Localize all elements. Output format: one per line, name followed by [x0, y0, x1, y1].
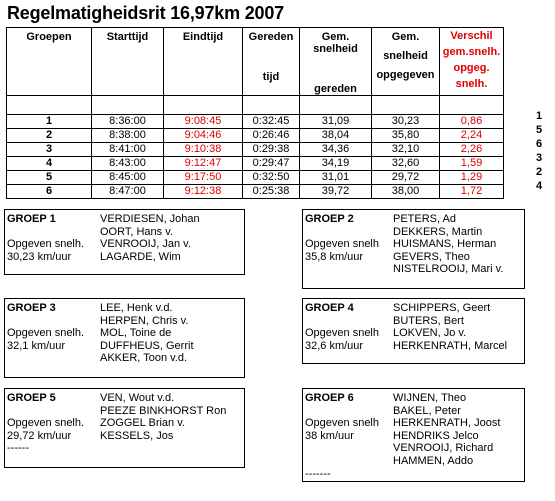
group-speed: 32,6 km/uur: [305, 339, 364, 352]
member-name: NISTELROOIJ, Mari v.: [393, 263, 504, 276]
member-name: WIJNEN, Theo: [393, 392, 467, 404]
member-name: PETERS, Ad: [393, 213, 456, 225]
cell-gereden-tijd: 0:26:46: [243, 129, 300, 143]
col-header-gem-snelheid: Gem. snelheid gereden: [300, 28, 372, 96]
cell-starttijd: 8:41:00: [92, 143, 164, 157]
cell-eindtijd: 9:08:45: [164, 115, 243, 129]
member-name: SCHIPPERS, Geert: [393, 302, 491, 314]
group-speed: 32,1 km/uur: [7, 339, 66, 352]
cell-opgegeven: 32,10: [372, 143, 440, 157]
results-table: [6, 27, 504, 199]
group-speed: 35,8 km/uur: [305, 250, 364, 263]
group-box-6: [302, 388, 525, 482]
cell-groep: 5: [7, 171, 92, 185]
rank-value: 1: [536, 110, 543, 122]
cell-verschil: 1,72: [440, 185, 504, 199]
member-name: VERDIESEN, Johan: [100, 213, 200, 225]
member-name: HERKENRATH, Marcel: [393, 339, 508, 352]
table-row: [7, 157, 504, 171]
cell-starttijd: 8:38:00: [92, 129, 164, 143]
page-title: Regelmatigheidsrit 16,97km 2007: [7, 3, 284, 23]
cell-verschil: 2,24: [440, 129, 504, 143]
member-name: LEE, Henk v.d.: [100, 302, 173, 314]
cell-opgegeven: 35,80: [372, 129, 440, 143]
group-box-4: [302, 298, 525, 364]
group-title: GROEP 6: [305, 392, 354, 404]
cell-verschil: 2,26: [440, 143, 504, 157]
member-name: HENDRIKS Jelco: [393, 429, 479, 442]
member-name: HERPEN, Chris v.: [100, 314, 189, 327]
col-header-opgegeven: Gem. snelheid opgegeven: [372, 28, 440, 96]
cell-verschil: 1,29: [440, 171, 504, 185]
rank-value: 6: [536, 138, 543, 150]
member-name: AKKER, Toon v.d.: [100, 352, 188, 365]
cell-starttijd: 8:43:00: [92, 157, 164, 171]
member-name: PEEZE BINKHORST Ron: [100, 404, 227, 417]
cell-eindtijd: 9:12:47: [164, 157, 243, 171]
member-name: DUFFHEUS, Gerrit: [100, 339, 194, 352]
member-name: VENROOIJ, Jan v.: [100, 238, 191, 251]
group-speed: 29,72 km/uur: [7, 429, 72, 442]
member-name: OORT, Hans v.: [100, 225, 173, 238]
member-name: LAGARDE, Wim: [100, 250, 181, 263]
group-members: [393, 392, 500, 468]
cell-gem-snelheid: 39,72: [300, 185, 372, 199]
table-spacer-row: [7, 96, 504, 115]
member-name: DEKKERS, Martin: [393, 225, 483, 238]
col-header-eindtijd: Eindtijd: [164, 28, 243, 96]
rank-value: 3: [536, 152, 543, 164]
cell-verschil: 1,59: [440, 157, 504, 171]
cell-groep: 2: [7, 129, 92, 143]
group-members: [393, 213, 503, 276]
group-members: [100, 302, 194, 365]
cell-gereden-tijd: 0:25:38: [243, 185, 300, 199]
group-box-2: [302, 209, 525, 289]
group-box-1: [4, 209, 245, 275]
cell-starttijd: 8:47:00: [92, 185, 164, 199]
cell-gereden-tijd: 0:29:38: [243, 143, 300, 157]
table-row: [7, 171, 504, 185]
member-name: HERKENRATH, Joost: [393, 417, 501, 430]
cell-starttijd: 8:36:00: [92, 115, 164, 129]
member-name: VEN, Wout v.d.: [100, 392, 175, 404]
cell-gereden-tijd: 0:32:45: [243, 115, 300, 129]
table-row: [7, 115, 504, 129]
cell-groep: 1: [7, 115, 92, 129]
group-speed-label: Opgeven snelh.: [7, 238, 85, 251]
group-box-3: [4, 298, 245, 378]
table-row: [7, 185, 504, 199]
group-members: [100, 392, 226, 442]
group-title: GROEP 4: [305, 302, 354, 314]
cell-opgegeven: 30,23: [372, 115, 440, 129]
member-name: GEVERS, Theo: [393, 250, 470, 263]
col-header-starttijd: Starttijd: [92, 28, 164, 96]
cell-opgegeven: 32,60: [372, 157, 440, 171]
group-speed-label: Opgeven snelh: [305, 417, 379, 430]
cell-verschil: 0,86: [440, 115, 504, 129]
cell-gereden-tijd: 0:29:47: [243, 157, 300, 171]
group-title: GROEP 2: [305, 213, 354, 225]
cell-groep: 4: [7, 157, 92, 171]
rank-value: 5: [536, 124, 543, 136]
group-speed-label: Opgeven snelh.: [7, 327, 85, 340]
rank-value: 4: [536, 180, 543, 192]
member-name: VENROOIJ, Richard: [393, 442, 494, 455]
table-row: [7, 143, 504, 157]
cell-gem-snelheid: 31,09: [300, 115, 372, 129]
group-speed-label: Opgeven snelh: [305, 327, 379, 340]
group-speed-label: Opgeven snelh: [305, 238, 379, 251]
cell-gem-snelheid: 34,36: [300, 143, 372, 157]
group-title: GROEP 1: [7, 213, 56, 225]
cell-eindtijd: 9:10:38: [164, 143, 243, 157]
cell-opgegeven: 38,00: [372, 185, 440, 199]
group-dashes: ------: [7, 442, 29, 455]
table-header-row: [7, 28, 504, 96]
member-name: BUTERS, Bert: [393, 314, 464, 327]
group-speed: 30,23 km/uur: [7, 250, 72, 263]
member-name: MOL, Toine de: [100, 327, 172, 340]
group-title: GROEP 3: [7, 302, 56, 314]
group-members: [100, 213, 200, 263]
member-name: BAKEL, Peter: [393, 404, 461, 417]
member-name: LOKVEN, Jo v.: [393, 327, 467, 340]
col-header-verschil: Verschil gem.snelh. opgeg. snelh.: [440, 28, 504, 96]
rank-value: 2: [536, 166, 543, 178]
cell-opgegeven: 29,72: [372, 171, 440, 185]
cell-gem-snelheid: 31,01: [300, 171, 372, 185]
cell-groep: 3: [7, 143, 92, 157]
group-box-5: [4, 388, 245, 468]
col-header-gereden-tijd: Gereden tijd: [243, 28, 300, 96]
group-dashes: -------: [305, 467, 331, 480]
group-title: GROEP 5: [7, 392, 56, 404]
group-speed-label: Opgeven snelh.: [7, 417, 85, 430]
cell-starttijd: 8:45:00: [92, 171, 164, 185]
member-name: KESSELS, Jos: [100, 429, 174, 442]
group-members: [393, 302, 507, 352]
cell-eindtijd: 9:17:50: [164, 171, 243, 185]
cell-groep: 6: [7, 185, 92, 199]
cell-eindtijd: 9:04:46: [164, 129, 243, 143]
member-name: ZOGGEL Brian v.: [100, 417, 185, 430]
cell-gereden-tijd: 0:32:50: [243, 171, 300, 185]
table-row: [7, 129, 504, 143]
col-header-groepen: Groepen: [7, 28, 92, 96]
cell-gem-snelheid: 38,04: [300, 129, 372, 143]
member-name: HUISMANS, Herman: [393, 238, 497, 251]
group-speed: 38 km/uur: [305, 429, 354, 442]
cell-eindtijd: 9:12:38: [164, 185, 243, 199]
member-name: HAMMEN, Addo: [393, 454, 474, 467]
cell-gem-snelheid: 34,19: [300, 157, 372, 171]
